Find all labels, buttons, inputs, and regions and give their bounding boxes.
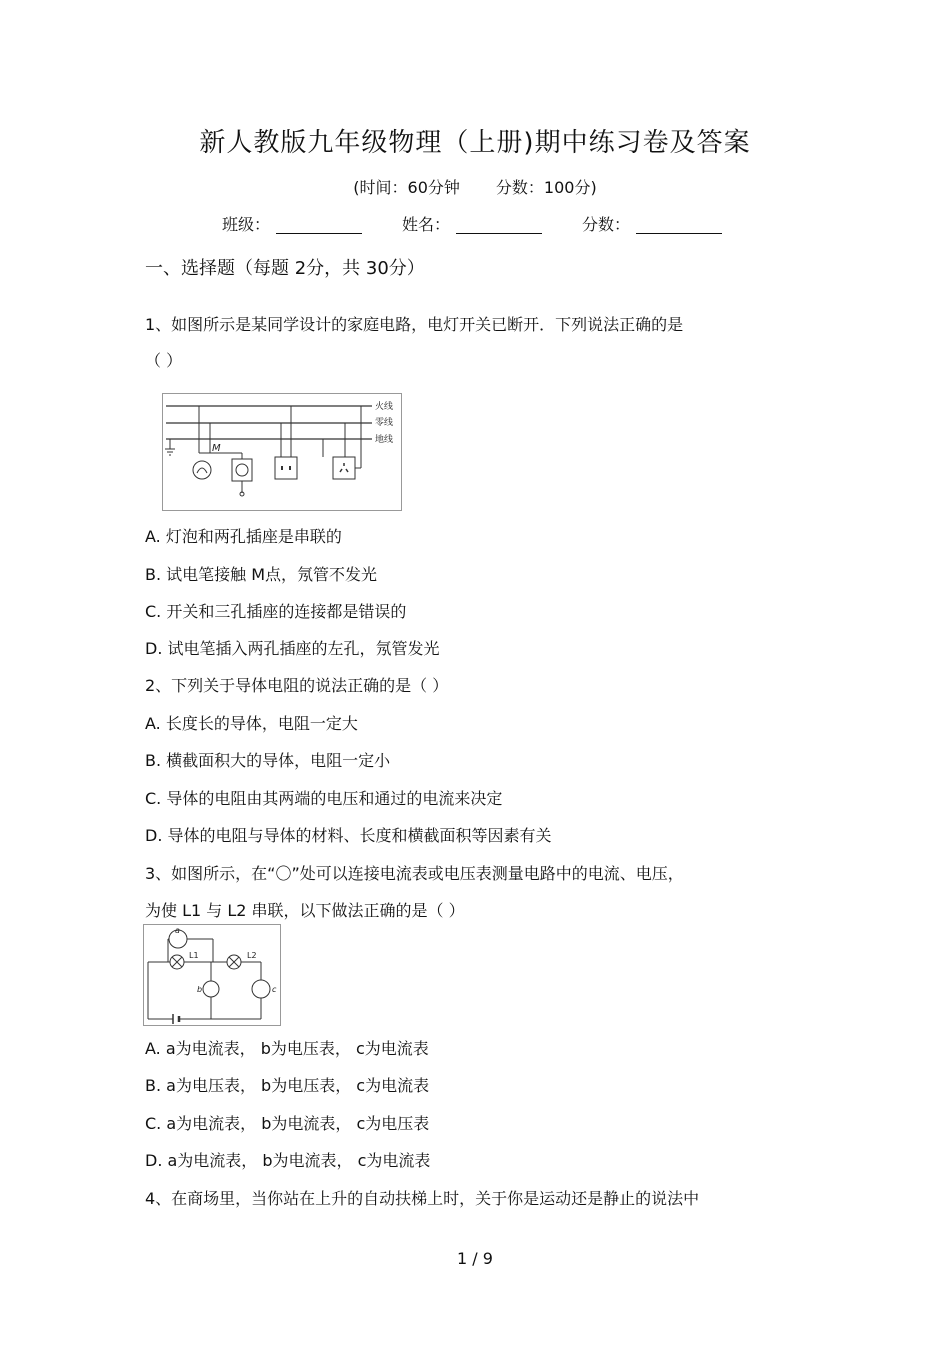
q1-option-c: C. 开关和三孔插座的连接都是错误的 xyxy=(145,602,407,621)
q1-option-a: A. 灯泡和两孔插座是串联的 xyxy=(145,527,342,546)
fire-wire-label: 火线 xyxy=(375,402,394,412)
q3-option-d: D. a为电流表， b为电流表， c为电流表 xyxy=(145,1151,431,1170)
meter-a-label: a xyxy=(175,926,180,935)
question-3-line2: 为使 L1 与 L2 串联，以下做法正确的是（ ） xyxy=(145,901,465,920)
class-blank[interactable] xyxy=(276,215,362,234)
question-2: 2、下列关于导体电阻的说法正确的是（ ） xyxy=(145,676,449,695)
q3-option-a: A. a为电流表， b为电压表， c为电流表 xyxy=(145,1039,429,1058)
point-m-label: M xyxy=(212,443,221,454)
series-circuit-figure xyxy=(143,924,281,1026)
household-circuit-figure xyxy=(162,393,402,511)
time-info: (时间：60分钟 xyxy=(353,178,460,197)
q3-option-c: C. a为电流表， b为电流表， c为电压表 xyxy=(145,1114,430,1133)
question-1-bracket: （ ） xyxy=(145,351,183,370)
section-heading: 一、选择题（每题 2分，共 30分） xyxy=(145,258,425,279)
question-1: 1、如图所示是某同学设计的家庭电路，电灯开关已断开．下列说法正确的是 xyxy=(145,315,684,334)
neutral-wire-label: 零线 xyxy=(375,418,394,428)
lamp-l2-label: L2 xyxy=(247,951,257,960)
meter-c-label: c xyxy=(272,985,277,994)
total-score-info: 分数：100分) xyxy=(495,178,597,197)
q1-option-b: B. 试电笔接触 M点，氖管不发光 xyxy=(145,565,378,584)
question-3: 3、如图所示，在“〇”处可以连接电流表或电压表测量电路中的电流、电压， xyxy=(145,864,684,883)
q3-option-b: B. a为电压表， b为电压表， c为电流表 xyxy=(145,1076,430,1095)
student-info-row xyxy=(222,212,762,235)
score-label: 分数： xyxy=(582,215,631,234)
q2-option-b: B. 横截面积大的导体，电阻一定小 xyxy=(145,751,391,770)
name-label: 姓名： xyxy=(402,215,451,234)
page-title: 新人教版九年级物理（上册)期中练习卷及答案 xyxy=(199,128,751,158)
ground-wire-label: 地线 xyxy=(375,435,394,445)
q2-option-a: A. 长度长的导体，电阻一定大 xyxy=(145,714,358,733)
question-4: 4、在商场里，当你站在上升的自动扶梯上时，关于你是运动还是静止的说法中 xyxy=(145,1189,700,1208)
q2-option-d: D. 导体的电阻与导体的材料、长度和横截面积等因素有关 xyxy=(145,826,552,845)
exam-meta xyxy=(0,175,950,198)
score-blank[interactable] xyxy=(636,215,722,234)
q1-option-d: D. 试电笔插入两孔插座的左孔，氖管发光 xyxy=(145,639,440,658)
page-number: 1 / 9 xyxy=(457,1249,493,1268)
lamp-l1-label: L1 xyxy=(189,951,199,960)
name-blank[interactable] xyxy=(456,215,542,234)
meter-b-label: b xyxy=(197,985,203,994)
class-label: 班级： xyxy=(222,215,271,234)
q2-option-c: C. 导体的电阻由其两端的电压和通过的电流来决定 xyxy=(145,789,503,808)
